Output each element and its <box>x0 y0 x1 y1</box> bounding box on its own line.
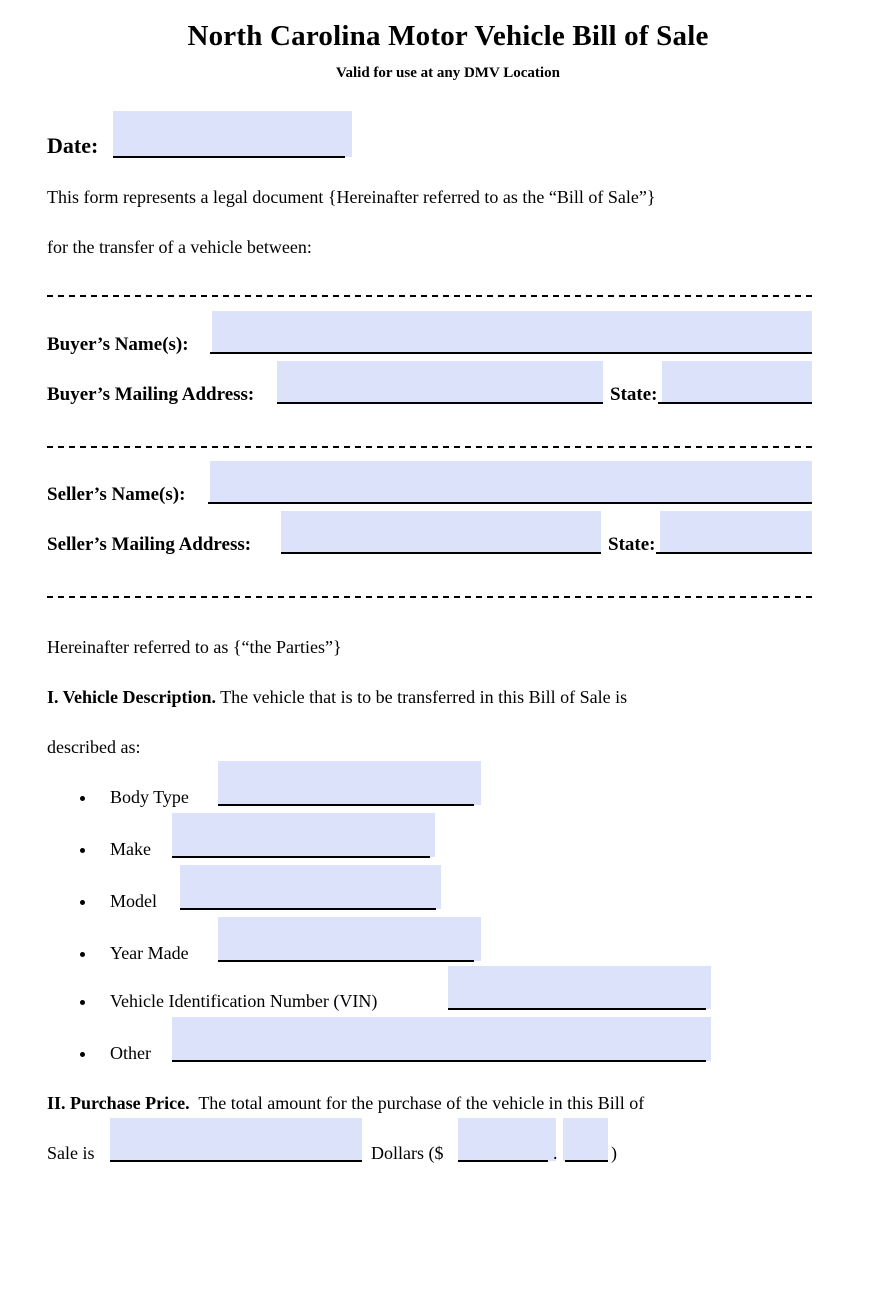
amount-dollars-underline <box>458 1160 548 1162</box>
make-underline <box>172 856 430 858</box>
sale-is-label: Sale is <box>47 1143 95 1163</box>
dashed-separator-3 <box>47 596 812 598</box>
buyer-state-input[interactable] <box>662 361 812 403</box>
buyer-address-label: Buyer’s Mailing Address: <box>47 384 255 405</box>
purchase-price-heading-rest: The total amount for the purchase of the vehicle in this Bill of <box>189 1093 645 1113</box>
model-input[interactable] <box>180 865 441 909</box>
make-label: Make <box>110 839 151 859</box>
date-label: Date: <box>47 133 99 158</box>
seller-state-label: State: <box>608 534 656 555</box>
seller-name-input[interactable] <box>210 461 812 503</box>
buyer-state-label: State: <box>610 384 658 405</box>
body-type-input[interactable] <box>218 761 481 805</box>
year-made-input[interactable] <box>218 917 481 961</box>
vehicle-description-heading-line <box>47 687 627 708</box>
decimal-point: . <box>553 1143 558 1163</box>
seller-address-label: Seller’s Mailing Address: <box>47 534 252 555</box>
make-input[interactable] <box>172 813 435 857</box>
buyer-name-label: Buyer’s Name(s): <box>47 334 189 355</box>
bullet-icon <box>80 1000 85 1005</box>
page-title: North Carolina Motor Vehicle Bill of Sale <box>187 20 709 52</box>
seller-address-underline <box>281 552 601 554</box>
vehicle-description-heading: I. Vehicle Description. <box>47 687 216 707</box>
amount-cents-input[interactable] <box>563 1118 608 1161</box>
body-type-underline <box>218 804 474 806</box>
bullet-icon <box>80 848 85 853</box>
seller-name-label: Seller’s Name(s): <box>47 484 186 505</box>
model-label: Model <box>110 891 157 911</box>
buyer-address-underline <box>277 402 603 404</box>
body-type-label: Body Type <box>110 787 189 807</box>
buyer-address-input[interactable] <box>277 361 603 403</box>
seller-name-underline <box>208 502 812 504</box>
date-underline <box>113 156 345 158</box>
dashed-separator-2 <box>47 446 812 448</box>
seller-address-input[interactable] <box>281 511 601 553</box>
date-input[interactable] <box>113 111 352 157</box>
model-underline <box>180 908 436 910</box>
seller-state-input[interactable] <box>660 511 812 553</box>
vehicle-description-heading-rest: The vehicle that is to be transferred in this Bill of Sale is <box>216 687 628 707</box>
amount-cents-underline <box>565 1160 608 1162</box>
intro-line-2: for the transfer of a vehicle between: <box>47 237 312 257</box>
buyer-state-underline <box>658 402 812 404</box>
bullet-icon <box>80 952 85 957</box>
intro-line-1: This form represents a legal document {Hereinafter referred to as the “Bill of Sale”} <box>47 187 656 207</box>
vin-label: Vehicle Identification Number (VIN) <box>110 991 378 1011</box>
close-paren: ) <box>611 1143 617 1163</box>
described-as-label: described as: <box>47 737 141 757</box>
buyer-name-underline <box>210 352 812 354</box>
buyer-name-input[interactable] <box>212 311 812 353</box>
vin-input[interactable] <box>448 966 711 1009</box>
amount-words-underline <box>110 1160 362 1162</box>
page-subtitle: Valid for use at any DMV Location <box>336 65 560 81</box>
seller-state-underline <box>656 552 812 554</box>
year-made-underline <box>218 960 474 962</box>
bullet-icon <box>80 900 85 905</box>
parties-note: Hereinafter referred to as {“the Parties”} <box>47 637 342 657</box>
other-label: Other <box>110 1043 151 1063</box>
bullet-icon <box>80 1052 85 1057</box>
dashed-separator-1 <box>47 295 812 297</box>
purchase-price-heading: II. Purchase Price. <box>47 1093 190 1113</box>
other-input[interactable] <box>172 1017 711 1061</box>
amount-words-input[interactable] <box>110 1118 362 1161</box>
amount-dollars-input[interactable] <box>458 1118 556 1161</box>
dollars-label: Dollars ($ <box>371 1143 444 1163</box>
bullet-icon <box>80 796 85 801</box>
year-made-label: Year Made <box>110 943 189 963</box>
other-underline <box>172 1060 706 1062</box>
vin-underline <box>448 1008 706 1010</box>
purchase-price-heading-line <box>47 1093 644 1114</box>
